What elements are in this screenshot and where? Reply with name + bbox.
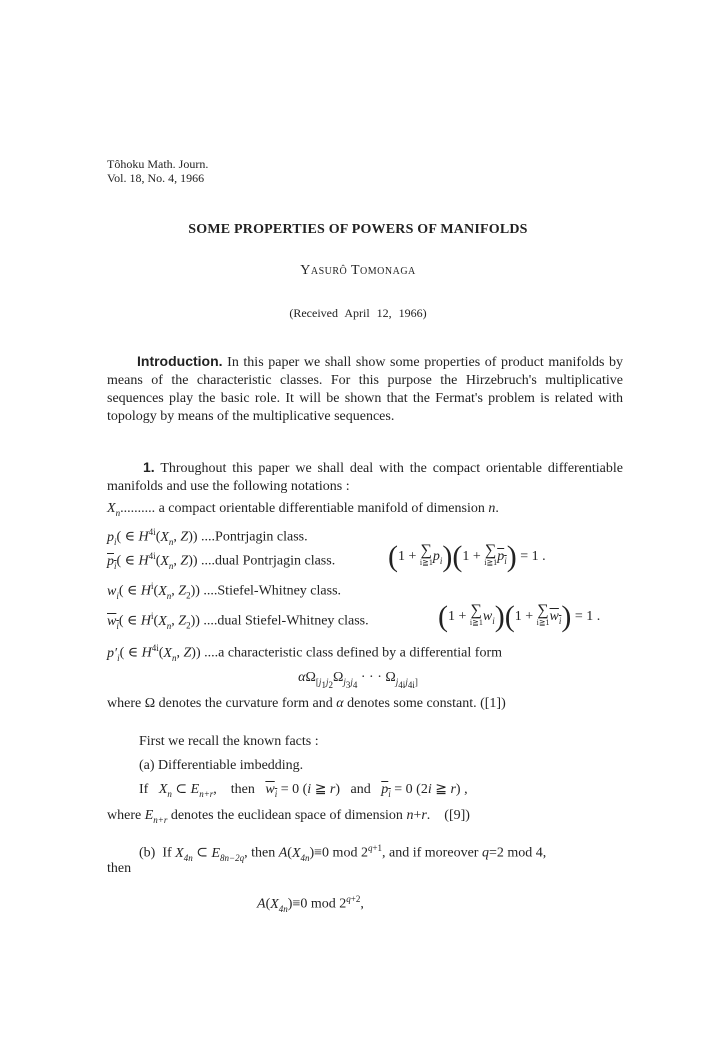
fact-a-ref: ([9]) <box>444 808 470 823</box>
notation-dual-pontrjagin: $p_i$( ∈ $H^{4i}(X_n$, Z)) ....dual Pontrjagin class. <box>107 551 336 571</box>
fact-b-then-text: , then <box>244 845 276 861</box>
fact-b-line: (b) If $X_{4n}$ ⊂ $E_{8n-2q}$, then $A(X_{4n})\equiv 0$ mod $2^{q+1}$, and if moreover q=2 mod 4, <box>139 843 547 863</box>
fact-b-formula-text: ≡0 mod 2 <box>292 896 347 912</box>
fact-a-formula: If $X_n$ ⊂ $E_{n+r}$, then $w_i = 0$ (i ≧ r) and $p_i = 0$ (2i ≧ r) , <box>139 782 468 799</box>
journal-citation <box>107 157 208 185</box>
fact-a-where: where $E_{n+r}$ denotes the euclidean space of dimension n+r. ([9]) <box>107 808 470 825</box>
facts-intro: First we recall the known facts : <box>139 734 319 749</box>
introduction-paragraph <box>107 352 623 426</box>
where-line: where Ω denotes the curvature form and α denotes some constant. ([1]) <box>107 696 506 711</box>
notation-pontrjagin: $p_i$( ∈ $H^{4i}(X_n$, Z)) ....Pontrjagin class. <box>107 527 308 547</box>
paper-title: SOME PROPERTIES OF POWERS OF MANIFOLDS <box>188 222 528 237</box>
stiefel-desc: ....Stiefel-Whitney class. <box>203 583 342 599</box>
dual-stiefel-formula: (1 + ∑ i≧1 $w_i)(1$ + ∑ i≧1 $w_i) = 1$ . <box>438 600 601 633</box>
where-end: denotes some constant. ([1]) <box>347 696 506 711</box>
dual-pontrjagin-desc: ....dual Pontrjagin class. <box>201 553 336 569</box>
introduction-text: In this paper we shall show some properties of product manifolds by means of the characteristic classes. For this purpose the Hirzebruch's multiplicative sequences play the basic role. It will be shown that the Fermat's problem is related with topology by means of the multiplicative sequences. <box>107 355 624 424</box>
journal-line-2: Vol. 18, No. 4, 1966 <box>107 171 205 185</box>
where-text: denotes the curvature form and <box>158 696 333 711</box>
notation-xn-desc: a compact orientable differentiable manifold of dimension <box>158 501 485 516</box>
char-class-desc: ....a characteristic class defined by a differential form <box>204 645 502 661</box>
notation-xn: $X_n$.......... a compact orientable differentiable manifold of dimension n. <box>107 501 499 518</box>
paper-author: Yasurô Tomonaga <box>300 263 416 278</box>
dual-pontrjagin-formula: (1 + ∑ i≧1 $p_i)(1$ + ∑ i≧1 $p_i) = 1$ . <box>388 540 546 573</box>
section-number: 1. <box>143 459 155 475</box>
introduction-heading: Introduction. <box>137 353 223 369</box>
fact-b-then: then <box>107 861 132 876</box>
fact-a-heading: (a) Differentiable imbedding. <box>139 758 304 773</box>
pontrjagin-desc: ....Pontrjagin class. <box>201 529 308 545</box>
differential-form: $\alpha\Omega_{[j_1j_2}\Omega_{j_3j_4}$ · · · $\Omega_{j_{4i}j_{4i}]}$ <box>298 670 418 690</box>
notation-dual-stiefel: $w_i$( ∈ $H^i(X_n$, $Z_2$)) ....dual Stiefel-Whitney class. <box>107 611 369 631</box>
journal-line-1: Tôhoku Math. Journ. <box>107 157 209 171</box>
notation-stiefel: $w_i$( ∈ $H^i(X_n$, $Z_2$)) ....Stiefel-Whitney class. <box>107 581 342 601</box>
fact-b-moreover: , and if moreover <box>382 845 479 861</box>
dual-stiefel-desc: ....dual Stiefel-Whitney class. <box>203 613 369 629</box>
fact-a-where-text: denotes the euclidean space of dimension <box>170 808 403 823</box>
fact-b-formula: $A(X_{4n})\equiv 0$ mod $2^{q+2}$, <box>257 894 364 914</box>
mod4-text: mod 4, <box>507 845 547 861</box>
notation-char-class: $p'_i$( ∈ $H^{4i}(X_n$, Z)) ....a characteristic class defined by a differential form <box>107 643 502 663</box>
received-date: (Received April 12, 1966) <box>289 306 427 320</box>
section-1-paragraph <box>107 458 623 496</box>
section-1-text: Throughout this paper we shall deal with the compact orientable differentiable manifolds and use the following notations : <box>107 461 624 494</box>
